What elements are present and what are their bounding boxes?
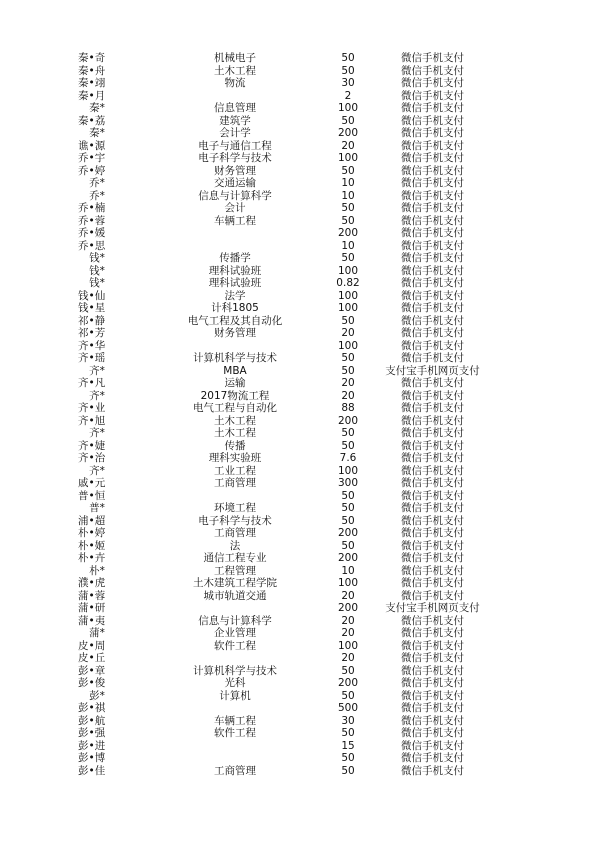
donor-major: 会计学 <box>219 127 251 139</box>
donor-major: 财务管理 <box>214 327 256 339</box>
donor-name: 彭•章 <box>78 664 106 677</box>
table-row <box>0 552 600 565</box>
table-row <box>0 540 600 553</box>
donor-major: 通信工程专业 <box>203 552 267 564</box>
donor-major: 土木工程 <box>214 414 256 427</box>
table-row <box>0 202 600 215</box>
payment-method: 微信手机支付 <box>401 227 464 239</box>
donor-major: 电子科学与技术 <box>198 152 272 164</box>
table-row <box>0 65 600 78</box>
donor-name: 朴•婷 <box>78 527 106 539</box>
payment-method: 微信手机支付 <box>401 477 464 489</box>
donor-name: 谯•源 <box>78 139 106 152</box>
table-row <box>0 265 600 278</box>
table-row <box>0 440 600 453</box>
donor-major: 2017物流工程 <box>200 389 270 402</box>
donation-amount: 2 <box>344 89 352 102</box>
payment-method: 微信手机支付 <box>401 752 464 764</box>
donor-name: 朴•卉 <box>78 552 106 564</box>
donor-name: 普* <box>89 502 105 514</box>
donation-amount: 50 <box>341 164 355 177</box>
donor-major: 理科试验班 <box>208 264 262 277</box>
donation-amount: 50 <box>341 214 355 227</box>
table-row <box>0 577 600 590</box>
table-row <box>0 340 600 353</box>
table-row <box>0 502 600 515</box>
donor-name: 钱•仙 <box>78 289 106 302</box>
payment-method: 微信手机支付 <box>401 739 464 752</box>
donor-major: 法 <box>229 539 241 552</box>
donor-major: 企业管理 <box>214 627 256 639</box>
table-row <box>0 302 600 315</box>
donor-major: 软件工程 <box>214 639 256 652</box>
donation-amount: 200 <box>337 552 359 564</box>
table-row <box>0 752 600 765</box>
table-row <box>0 415 600 428</box>
donation-amount: 20 <box>341 652 355 664</box>
donor-major: 法学 <box>224 289 246 302</box>
donation-table <box>0 52 600 777</box>
donor-major: 软件工程 <box>214 727 256 739</box>
donor-name: 钱* <box>89 277 105 289</box>
donation-amount: 50 <box>341 252 355 264</box>
donation-amount: 30 <box>341 714 355 727</box>
donation-amount: 15 <box>341 739 355 752</box>
donation-amount: 50 <box>341 427 355 439</box>
donation-amount: 100 <box>337 264 359 277</box>
table-row <box>0 240 600 253</box>
donation-amount: 100 <box>337 152 359 164</box>
donor-major: 车辆工程 <box>214 214 256 227</box>
payment-method: 支付宝手机网页支付 <box>385 364 480 377</box>
donation-amount: 10 <box>341 177 355 189</box>
payment-method: 微信手机支付 <box>401 202 464 214</box>
donor-name: 齐•治 <box>78 452 106 464</box>
donation-amount: 100 <box>337 102 359 114</box>
donor-major: 环境工程 <box>214 502 256 514</box>
payment-method: 微信手机支付 <box>401 127 464 139</box>
payment-method: 微信手机支付 <box>401 189 464 202</box>
donation-amount: 0.82 <box>336 277 360 289</box>
donation-amount: 200 <box>337 602 359 614</box>
payment-method: 微信手机支付 <box>401 464 464 477</box>
donation-amount: 100 <box>337 577 359 589</box>
table-row <box>0 115 600 128</box>
table-row <box>0 627 600 640</box>
donation-amount: 10 <box>341 189 355 202</box>
payment-method: 微信手机支付 <box>401 277 464 289</box>
table-row <box>0 252 600 265</box>
donor-name: 齐* <box>89 364 105 377</box>
payment-method: 微信手机支付 <box>401 727 464 739</box>
donation-amount: 100 <box>337 464 359 477</box>
donation-amount: 20 <box>341 389 355 402</box>
payment-method: 微信手机支付 <box>401 439 464 452</box>
table-row <box>0 690 600 703</box>
donor-name: 齐•华 <box>78 339 106 352</box>
donor-major: 机械电子 <box>214 52 256 64</box>
donor-name: 乔•媛 <box>78 227 106 239</box>
payment-method: 微信手机支付 <box>401 452 464 464</box>
donation-amount: 50 <box>341 514 355 527</box>
table-row <box>0 452 600 465</box>
payment-method: 微信手机支付 <box>401 652 464 664</box>
donation-amount: 200 <box>337 677 359 689</box>
payment-method: 微信手机支付 <box>401 427 464 439</box>
donor-name: 钱•星 <box>78 302 106 314</box>
donor-major: 工业工程 <box>214 464 256 477</box>
payment-method: 微信手机支付 <box>401 252 464 264</box>
table-row <box>0 177 600 190</box>
donation-amount: 50 <box>341 64 355 77</box>
payment-method: 微信手机支付 <box>401 302 464 314</box>
payment-method: 微信手机支付 <box>401 139 464 152</box>
donor-name: 彭•博 <box>78 752 106 764</box>
table-row <box>0 127 600 140</box>
payment-method: 微信手机支付 <box>401 114 464 127</box>
donor-name: 戚•元 <box>78 477 106 489</box>
donor-name: 朴•姬 <box>78 539 106 552</box>
donor-major: 光科 <box>224 677 246 689</box>
table-row <box>0 165 600 178</box>
donor-major: 信息管理 <box>214 102 256 114</box>
table-row <box>0 465 600 478</box>
payment-method: 支付宝手机网页支付 <box>385 602 480 614</box>
payment-method: 微信手机支付 <box>401 102 464 114</box>
donor-major: 工商管理 <box>214 527 256 539</box>
donation-amount: 100 <box>337 289 359 302</box>
donor-name: 齐•业 <box>78 402 106 414</box>
donor-name: 乔* <box>89 189 105 202</box>
payment-method: 微信手机支付 <box>401 377 464 389</box>
table-row <box>0 490 600 503</box>
donor-name: 彭•进 <box>78 739 106 752</box>
table-row <box>0 390 600 403</box>
payment-method: 微信手机支付 <box>401 352 464 364</box>
donor-major: 信息与计算科学 <box>198 189 272 202</box>
donor-name: 齐* <box>89 464 105 477</box>
donor-major: 计算机 <box>219 689 251 702</box>
donation-amount: 200 <box>337 227 359 239</box>
donor-name: 蒲* <box>89 627 105 639</box>
payment-method: 微信手机支付 <box>401 489 464 502</box>
table-row <box>0 215 600 228</box>
table-row <box>0 765 600 778</box>
donor-major: 理科实验班 <box>208 452 262 464</box>
donor-name: 秦* <box>89 102 105 114</box>
donor-name: 齐* <box>89 389 105 402</box>
table-row <box>0 377 600 390</box>
donor-name: 齐•旭 <box>78 414 106 427</box>
donation-amount: 10 <box>341 239 355 252</box>
table-row <box>0 52 600 65</box>
donor-major: 会计 <box>224 202 246 214</box>
table-row <box>0 665 600 678</box>
payment-method: 微信手机支付 <box>401 339 464 352</box>
donor-name: 蒲•夷 <box>78 614 106 627</box>
donor-major: 运输 <box>224 377 246 389</box>
donation-amount: 50 <box>341 664 355 677</box>
donor-name: 齐•凡 <box>78 377 106 389</box>
donor-major: 计算机科学与技术 <box>193 664 277 677</box>
table-row <box>0 190 600 203</box>
donation-amount: 20 <box>341 139 355 152</box>
payment-method: 微信手机支付 <box>401 402 464 414</box>
payment-method: 微信手机支付 <box>401 314 464 327</box>
donor-name: 秦•奇 <box>78 52 106 64</box>
donation-amount: 50 <box>341 489 355 502</box>
donor-major: MBA <box>223 364 247 377</box>
table-row <box>0 640 600 653</box>
donation-amount: 20 <box>341 327 355 339</box>
donation-amount: 20 <box>341 589 355 602</box>
table-row <box>0 315 600 328</box>
payment-method: 微信手机支付 <box>401 214 464 227</box>
donor-major: 计科1805 <box>211 302 259 314</box>
donor-name: 乔* <box>89 177 105 189</box>
donor-name: 彭•航 <box>78 714 106 727</box>
donation-amount: 50 <box>341 314 355 327</box>
donor-name: 秦•月 <box>78 89 106 102</box>
payment-method: 微信手机支付 <box>401 764 464 777</box>
table-row <box>0 290 600 303</box>
payment-method: 微信手机支付 <box>401 389 464 402</box>
donor-name: 钱* <box>89 252 105 264</box>
donation-amount: 88 <box>341 402 355 414</box>
table-row <box>0 590 600 603</box>
donor-major: 交通运输 <box>214 177 256 189</box>
payment-method: 微信手机支付 <box>401 264 464 277</box>
payment-method: 微信手机支付 <box>401 589 464 602</box>
donation-amount: 50 <box>341 689 355 702</box>
donor-major: 车辆工程 <box>214 714 256 727</box>
payment-method: 微信手机支付 <box>401 689 464 702</box>
donor-name: 秦•翊 <box>78 77 106 89</box>
donation-amount: 20 <box>341 627 355 639</box>
donation-amount: 50 <box>341 364 355 377</box>
payment-method: 微信手机支付 <box>401 414 464 427</box>
table-row <box>0 740 600 753</box>
donor-major: 传播 <box>224 439 246 452</box>
payment-method: 微信手机支付 <box>401 164 464 177</box>
table-row <box>0 352 600 365</box>
donor-major: 信息与计算科学 <box>198 614 272 627</box>
table-row <box>0 102 600 115</box>
payment-method: 微信手机支付 <box>401 564 464 577</box>
payment-method: 微信手机支付 <box>401 577 464 589</box>
donor-name: 祁•静 <box>78 314 106 327</box>
payment-method: 微信手机支付 <box>401 714 464 727</box>
donor-name: 濮•虎 <box>78 577 106 589</box>
donation-amount: 50 <box>341 52 355 64</box>
donor-major: 城市轨道交通 <box>203 589 267 602</box>
donor-major: 电气工程及其自动化 <box>187 314 283 327</box>
payment-method: 微信手机支付 <box>401 52 464 64</box>
donation-amount: 7.6 <box>339 452 357 464</box>
payment-method: 微信手机支付 <box>401 152 464 164</box>
donor-name: 齐* <box>89 427 105 439</box>
table-row <box>0 702 600 715</box>
payment-method: 微信手机支付 <box>401 614 464 627</box>
table-row <box>0 427 600 440</box>
payment-method: 微信手机支付 <box>401 502 464 514</box>
donation-amount: 50 <box>341 539 355 552</box>
donor-major: 土木工程 <box>214 427 256 439</box>
donation-amount: 20 <box>341 614 355 627</box>
donor-major: 传播学 <box>219 252 251 264</box>
donor-name: 朴* <box>89 564 105 577</box>
table-row <box>0 77 600 90</box>
table-row <box>0 677 600 690</box>
donor-major: 土木工程 <box>214 64 256 77</box>
payment-method: 微信手机支付 <box>401 514 464 527</box>
payment-method: 微信手机支付 <box>401 239 464 252</box>
donor-name: 齐•瑶 <box>78 352 106 364</box>
donor-name: 浦•超 <box>78 514 106 527</box>
donor-name: 祁•芳 <box>78 327 106 339</box>
donation-amount: 100 <box>337 302 359 314</box>
table-row <box>0 615 600 628</box>
donor-name: 秦* <box>89 127 105 139</box>
payment-method: 微信手机支付 <box>401 327 464 339</box>
table-row <box>0 365 600 378</box>
donor-major: 物流 <box>224 77 246 89</box>
donor-name: 蒲•蓉 <box>78 589 106 602</box>
donor-name: 秦•舟 <box>78 64 106 77</box>
donation-amount: 10 <box>341 564 355 577</box>
table-row <box>0 277 600 290</box>
payment-method: 微信手机支付 <box>401 702 464 714</box>
donor-name: 乔•思 <box>78 239 106 252</box>
donation-amount: 50 <box>341 114 355 127</box>
donor-name: 钱* <box>89 264 105 277</box>
donor-name: 皮•丘 <box>78 652 106 664</box>
table-row <box>0 602 600 615</box>
donor-name: 乔•蓉 <box>78 214 106 227</box>
donor-name: 齐•婕 <box>78 439 106 452</box>
payment-method: 微信手机支付 <box>401 77 464 89</box>
donor-major: 电子与通信工程 <box>198 139 272 152</box>
donor-name: 蒲•研 <box>78 602 106 614</box>
donor-major: 工程管理 <box>214 564 256 577</box>
donor-major: 计算机科学与技术 <box>193 352 277 364</box>
payment-method: 微信手机支付 <box>401 627 464 639</box>
table-row <box>0 652 600 665</box>
donor-name: 彭* <box>89 689 105 702</box>
table-row <box>0 477 600 490</box>
donor-major: 电气工程与自动化 <box>193 402 277 414</box>
table-row <box>0 327 600 340</box>
payment-method: 微信手机支付 <box>401 677 464 689</box>
donor-name: 秦•荔 <box>78 114 106 127</box>
donor-name: 彭•俊 <box>78 677 106 689</box>
donation-amount: 500 <box>337 702 359 714</box>
table-row <box>0 715 600 728</box>
donation-amount: 100 <box>337 339 359 352</box>
payment-method: 微信手机支付 <box>401 289 464 302</box>
table-row <box>0 152 600 165</box>
donor-major: 工商管理 <box>214 477 256 489</box>
donor-major: 建筑学 <box>219 114 251 127</box>
donation-amount: 50 <box>341 502 355 514</box>
donation-amount: 50 <box>341 439 355 452</box>
table-row <box>0 402 600 415</box>
table-row <box>0 90 600 103</box>
donation-amount: 200 <box>337 127 359 139</box>
payment-method: 微信手机支付 <box>401 89 464 102</box>
donor-name: 彭•祺 <box>78 702 106 714</box>
payment-method: 微信手机支付 <box>401 64 464 77</box>
donation-amount: 50 <box>341 352 355 364</box>
donation-amount: 20 <box>341 377 355 389</box>
donation-amount: 100 <box>337 639 359 652</box>
donation-amount: 200 <box>337 414 359 427</box>
payment-method: 微信手机支付 <box>401 177 464 189</box>
donation-amount: 300 <box>337 477 359 489</box>
donor-major: 理科试验班 <box>208 277 262 289</box>
table-row <box>0 227 600 240</box>
donor-major: 财务管理 <box>214 164 256 177</box>
donor-name: 乔•宇 <box>78 152 106 164</box>
donor-name: 乔•楠 <box>78 202 106 214</box>
payment-method: 微信手机支付 <box>401 639 464 652</box>
donation-amount: 200 <box>337 527 359 539</box>
payment-method: 微信手机支付 <box>401 552 464 564</box>
donation-amount: 50 <box>341 202 355 214</box>
donor-major: 工商管理 <box>214 764 256 777</box>
donation-amount: 50 <box>341 764 355 777</box>
table-row <box>0 515 600 528</box>
donor-name: 乔•婷 <box>78 164 106 177</box>
table-row <box>0 140 600 153</box>
donation-amount: 50 <box>341 727 355 739</box>
payment-method: 微信手机支付 <box>401 664 464 677</box>
table-row <box>0 565 600 578</box>
donor-name: 彭•佳 <box>78 764 106 777</box>
payment-method: 微信手机支付 <box>401 527 464 539</box>
donation-amount: 50 <box>341 752 355 764</box>
donor-name: 皮•周 <box>78 639 106 652</box>
donor-major: 电子科学与技术 <box>198 514 272 527</box>
payment-method: 微信手机支付 <box>401 539 464 552</box>
donation-amount: 30 <box>341 77 355 89</box>
donor-major: 土木建筑工程学院 <box>193 577 277 589</box>
table-row <box>0 527 600 540</box>
donor-name: 彭•强 <box>78 727 106 739</box>
table-row <box>0 727 600 740</box>
donor-name: 普•恒 <box>78 489 106 502</box>
